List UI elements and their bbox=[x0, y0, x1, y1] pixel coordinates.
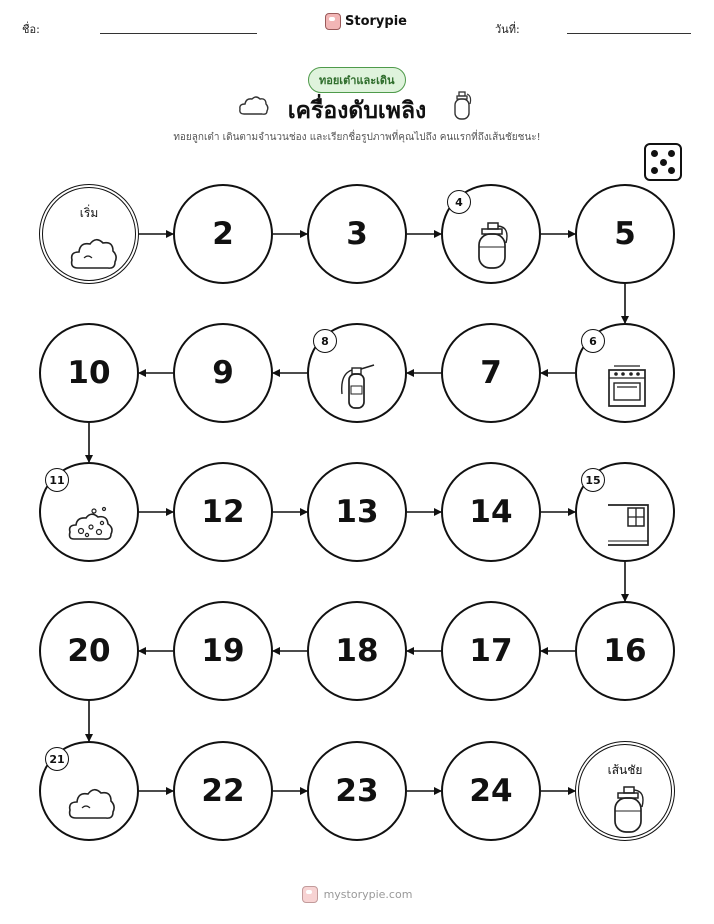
space-number-badge: 21 bbox=[45, 747, 69, 771]
board-space-22 bbox=[173, 741, 273, 841]
footer-site: mystorypie.com bbox=[323, 888, 413, 901]
board-space-15 bbox=[575, 462, 675, 562]
board-space-23 bbox=[307, 741, 407, 841]
date-label: วันที่: bbox=[495, 23, 520, 36]
space-number: 23 bbox=[335, 773, 379, 809]
finish-label: เส้นชัย bbox=[607, 763, 643, 777]
brand-name: Storypie bbox=[345, 14, 407, 29]
board-space-16 bbox=[575, 601, 675, 701]
board-space-20 bbox=[39, 601, 139, 701]
space-number: 10 bbox=[67, 355, 111, 391]
stove-icon bbox=[602, 360, 652, 410]
footer bbox=[0, 886, 714, 903]
space-number: 9 bbox=[212, 355, 234, 391]
space-number: 22 bbox=[201, 773, 245, 809]
space-number: 14 bbox=[469, 494, 513, 530]
space-number: 13 bbox=[335, 494, 379, 530]
space-number: 2 bbox=[212, 216, 234, 252]
space-number: 5 bbox=[614, 216, 636, 252]
board-space-3 bbox=[307, 184, 407, 284]
start-label: เริ่ม bbox=[79, 206, 99, 220]
page-title: เครื่องดับเพลิง bbox=[287, 98, 427, 124]
board-space-10 bbox=[39, 323, 139, 423]
board-space-12 bbox=[173, 462, 273, 562]
board-space-19 bbox=[173, 601, 273, 701]
space-number-badge: 6 bbox=[581, 329, 605, 353]
board-space-17 bbox=[441, 601, 541, 701]
name-label: ชื่อ: bbox=[22, 23, 40, 36]
board-space-21 bbox=[39, 741, 139, 841]
start-space bbox=[39, 184, 139, 284]
space-number: 19 bbox=[201, 633, 245, 669]
space-number: 7 bbox=[480, 355, 502, 391]
board-space-13 bbox=[307, 462, 407, 562]
finish-space bbox=[575, 741, 675, 841]
space-number: 17 bbox=[469, 633, 513, 669]
gas-cylinder-icon bbox=[604, 785, 654, 835]
instructions: ทอยลูกเต๋า เดินตามจำนวนช่อง และเรียกชื่อรูปภาพที่คุณไปถึง คนแรกที่ถึงเส้นชัยชนะ! bbox=[173, 132, 541, 143]
space-number: 12 bbox=[201, 494, 245, 530]
window-icon bbox=[602, 499, 652, 549]
smoke-icon bbox=[66, 778, 116, 828]
smoke-icon bbox=[68, 228, 118, 278]
space-number-badge: 11 bbox=[45, 468, 69, 492]
space-number-badge: 4 bbox=[447, 190, 471, 214]
gas-cylinder-icon bbox=[468, 221, 518, 271]
storypie-mascot-icon bbox=[302, 886, 318, 903]
space-number: 20 bbox=[67, 633, 111, 669]
board-space-5 bbox=[575, 184, 675, 284]
board-space-2 bbox=[173, 184, 273, 284]
board-space-4 bbox=[441, 184, 541, 284]
space-number: 16 bbox=[603, 633, 647, 669]
board-space-8 bbox=[307, 323, 407, 423]
board-space-14 bbox=[441, 462, 541, 562]
board-space-7 bbox=[441, 323, 541, 423]
space-number: 18 bbox=[335, 633, 379, 669]
space-number: 24 bbox=[469, 773, 513, 809]
space-number: 3 bbox=[346, 216, 368, 252]
fire-extinguisher-icon bbox=[334, 360, 384, 410]
board-space-6 bbox=[575, 323, 675, 423]
space-number-badge: 8 bbox=[313, 329, 337, 353]
board-space-11 bbox=[39, 462, 139, 562]
title-tag: ทอยเต๋าและเดิน bbox=[308, 67, 406, 93]
board-space-18 bbox=[307, 601, 407, 701]
board-space-9 bbox=[173, 323, 273, 423]
space-number-badge: 15 bbox=[581, 468, 605, 492]
board-space-24 bbox=[441, 741, 541, 841]
foam-icon bbox=[66, 499, 116, 549]
